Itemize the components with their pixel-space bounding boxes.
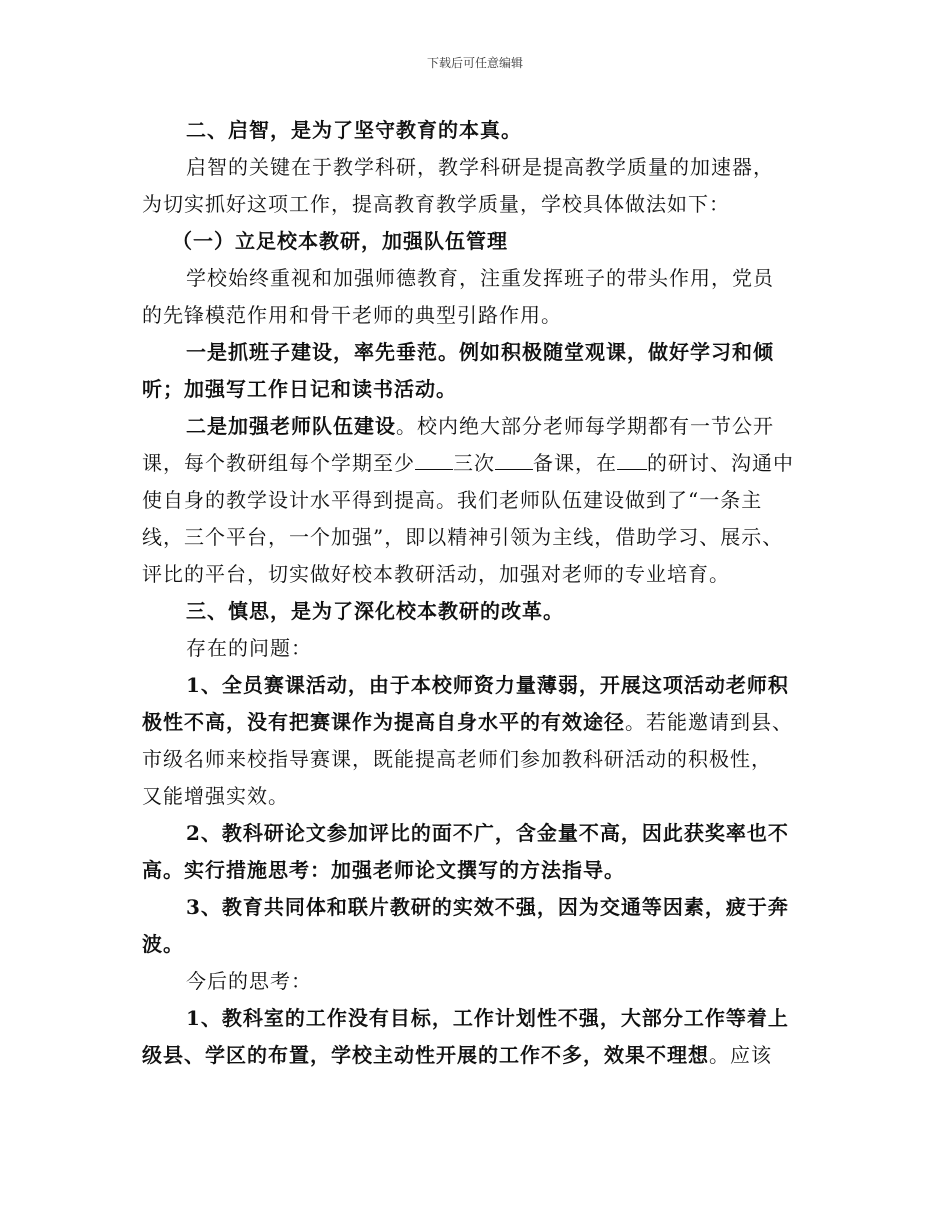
paragraph-line: 市级名师来校指导赛课，既能提高老师们参加教科研活动的积极性， — [142, 747, 772, 771]
paragraph-line-bold: 1、教科室的工作没有目标，工作计划性不强，大部分工作等着上 — [186, 1006, 789, 1030]
paragraph-line-bold: 2、教科研论文参加评比的面不广，含金量不高，因此获奖率也不 — [186, 821, 789, 845]
fill-blank — [617, 451, 647, 470]
paragraph-line-bold: 高。实行措施思考：加强老师论文撰写的方法指导。 — [142, 858, 625, 882]
text-run: 。应该 — [709, 1043, 772, 1067]
document-body — [142, 112, 832, 1074]
section-heading-3: 三、慎思，是为了深化校本教研的改革。 — [186, 599, 564, 623]
paragraph-line-bold: 听；加强写工作日记和读书活动。 — [142, 377, 457, 401]
section-heading-2: 二、启智，是为了坚守教育的本真。 — [186, 118, 522, 142]
subsection-heading-1: （一）立足校本教研，加强队伍管理 — [172, 229, 508, 253]
paragraph-line-bold: 3、教育共同体和联片教研的实效不强，因为交通等因素，疲于奔 — [186, 895, 789, 919]
fill-blank — [415, 451, 453, 470]
paragraph-line: 的先锋模范作用和骨干老师的典型引路作用。 — [142, 303, 562, 327]
paragraph-line: 存在的问题： — [186, 636, 312, 660]
paragraph-line: 线，三个平台，一个加强”，即以精神引领为主线，借助学习、展示、 — [142, 525, 784, 549]
paragraph-line: 又能增强实效。 — [142, 784, 289, 808]
paragraph-line-bold: 一是抓班子建设，率先垂范。例如积极随堂观课，做好学习和倾 — [186, 340, 774, 364]
paragraph-line: 启智的关键在于教学科研，教学科研是提高教学质量的加速器， — [186, 155, 774, 179]
paragraph-line — [142, 408, 832, 445]
paragraph-line: 学校始终重视和加强师德教育，注重发挥班子的带头作用，党员 — [186, 266, 774, 290]
paragraph-line — [142, 445, 832, 482]
text-run: 课，每个教研组每个学期至少 — [142, 451, 415, 475]
paragraph-line — [142, 1037, 832, 1074]
page-header-note: 下载后可任意编辑 — [426, 56, 523, 70]
paragraph-line: 评比的平台，切实做好校本教研活动，加强对老师的专业培育。 — [142, 562, 730, 586]
text-run: 。若能邀请到县、 — [625, 710, 793, 734]
paragraph-line-bold: 波。 — [142, 932, 184, 956]
text-run: 三次 — [453, 451, 495, 475]
paragraph-line: 使自身的教学设计水平得到提高。我们老师队伍建设做到了“一条主 — [142, 488, 763, 512]
bold-lead: 二是加强老师队伍建设 — [186, 414, 396, 438]
bold-run: 极性不高，没有把赛课作为提高自身水平的有效途径 — [142, 710, 625, 734]
bold-run: 级县、学区的布置，学校主动性开展的工作不多，效果不理想 — [142, 1043, 709, 1067]
text-run: 的研讨、沟通中 — [647, 451, 794, 475]
paragraph-line: 今后的思考： — [186, 969, 312, 993]
fill-blank — [495, 451, 533, 470]
paragraph-line: 为切实抓好这项工作，提高教育教学质量，学校具体做法如下： — [142, 192, 730, 216]
text-run: 备课，在 — [533, 451, 617, 475]
paragraph-line — [142, 704, 832, 741]
paragraph-line-bold: 1、全员赛课活动，由于本校师资力量薄弱，开展这项活动老师积 — [186, 673, 789, 697]
text-run: 。校内绝大部分老师每学期都有一节公开 — [396, 414, 774, 438]
